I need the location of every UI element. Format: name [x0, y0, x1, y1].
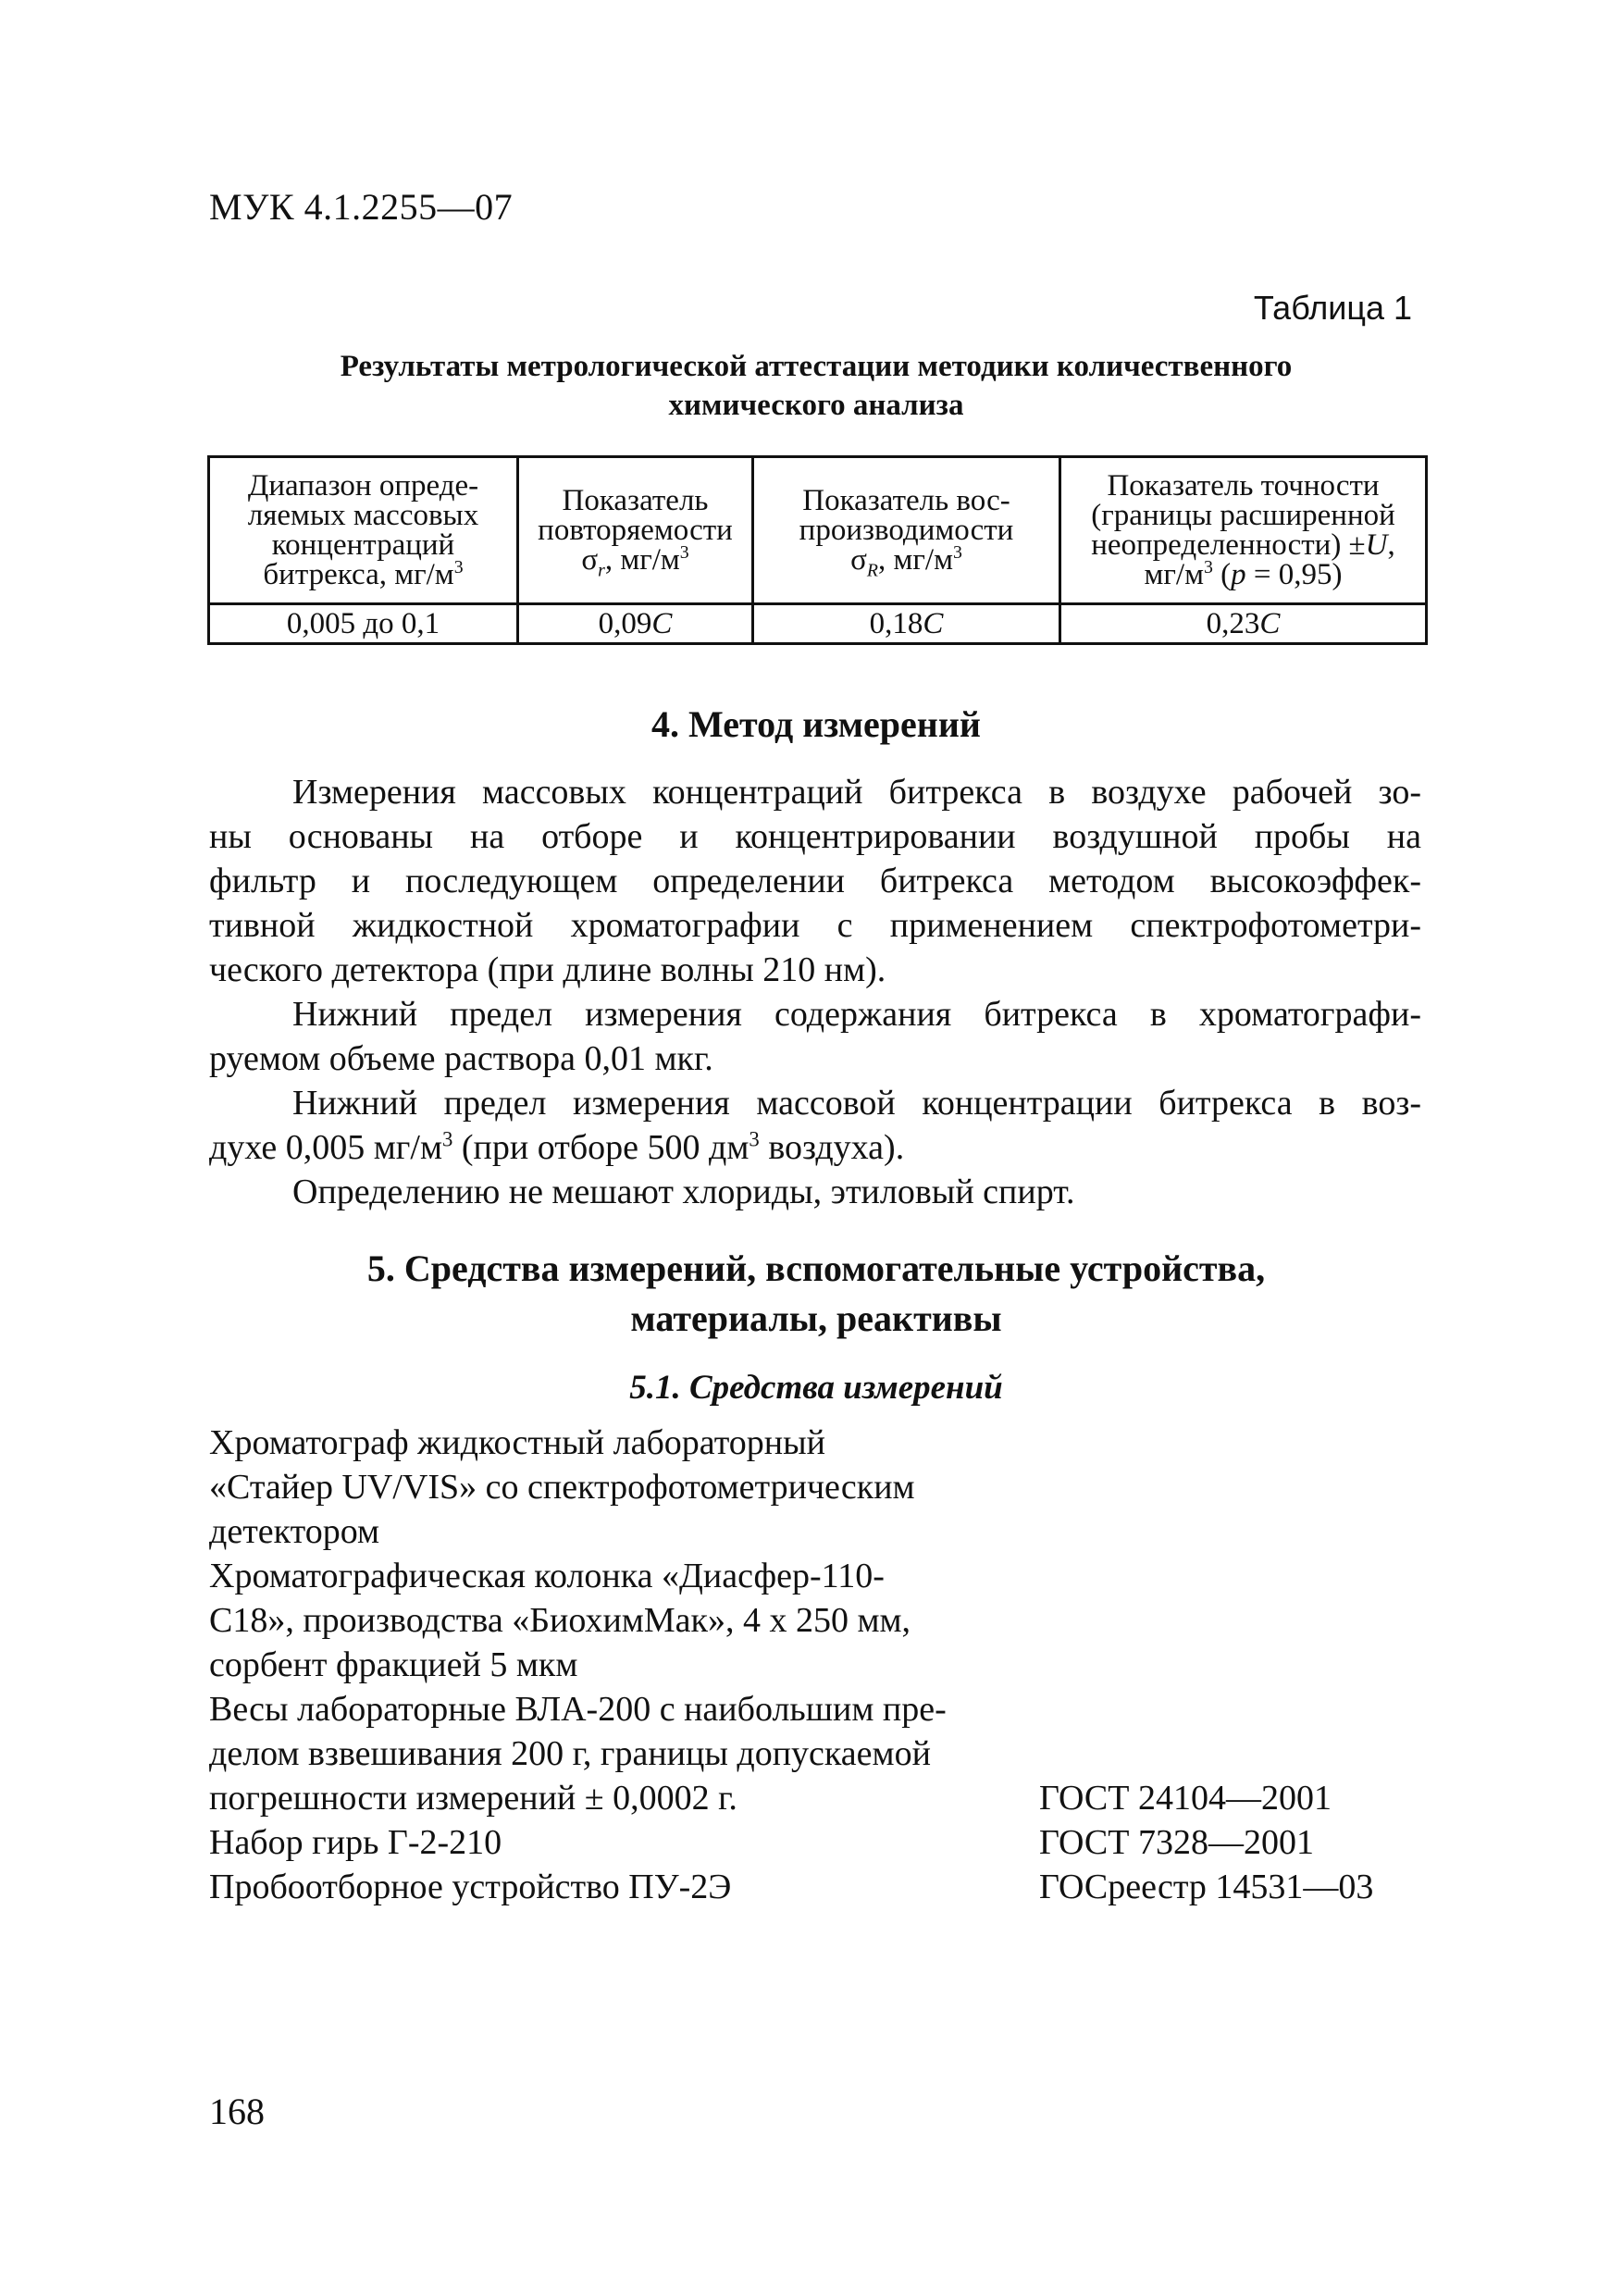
document-code: МУК 4.1.2255—07	[209, 186, 514, 228]
cell-accuracy: 0,23C	[1060, 604, 1427, 644]
cell-repeatability: 0,09C	[518, 604, 753, 644]
section-heading-4: 4. Метод измерений	[651, 703, 981, 745]
section-heading-5: 5. Средства измерений, вспомогательные устройства, материалы, реактивы	[366, 1247, 1266, 1339]
standard-reference: ГОСТ 7328—2001	[1039, 1823, 1314, 1862]
header-cell-range: Диапазон опреде- ляемых массовых концентраций битрекса, $мг/м^3$	[209, 457, 518, 604]
cell-range: 0,005 до 0,1	[209, 604, 518, 644]
header-cell-repeatability: Показатель повторяемости $\sigma_r$, $мг/м^3$	[518, 457, 753, 604]
list-item: Весы лабораторные ВЛА-200 с наибольшим пре- делом взвешивания 200 г, границы допускаемой погрешности измерений ± 0,0002 г. ГОСТ 24104—2001	[209, 1687, 1431, 1820]
paragraph-method: Измерения массовых концентраций битрекса в воздухе рабочей зо- ны основаны на отборе и концентрировании воздушной пробы на фильтр и последующем определении битрекса методом высокоэффек- тивной жидкостной хроматографии с применением спектрофотометри- ческого детектора (при длине волны 210 нм). Нижний предел измерения содержания битрекса в хроматографи- руемом объеме раствора 0,01 мкг. Нижний предел измерения массовой концентрации битрекса в воз- духе 0,005 $мг/м^3$ (при отборе 500 $дм^3$ воздуха). Определению не мешают хлориды, этиловый спирт.	[209, 773, 1421, 1211]
table-title-line: Результаты метрологической аттестации методики количественного	[340, 350, 1293, 383]
table-title-line: химического анализа	[668, 389, 964, 422]
equipment-list	[209, 1421, 1431, 1909]
standard-reference: ГОСреестр 14531—03	[1039, 1868, 1374, 1906]
table-title	[209, 347, 1423, 425]
table-label: Таблица 1	[1253, 289, 1412, 327]
list-item: Хроматограф жидкостный лабораторный «Стайер UV/VIS» со спектрофотометрическим детектором	[209, 1423, 915, 1551]
list-item: Набор гирь Г-2-210 ГОСТ 7328—2001	[209, 1820, 1431, 1865]
standard-reference: ГОСТ 24104—2001	[1039, 1779, 1332, 1818]
paragraph-lower-limit-line: духе 0,005 $мг/м^3$ (при отборе 500 $дм^3$ воздуха).	[209, 1127, 905, 1167]
list-item: Пробоотборное устройство ПУ-2Э ГОСреестр 14531—03	[209, 1865, 1431, 1909]
table-header-row	[209, 457, 1427, 604]
page-number: 168	[209, 2091, 265, 2132]
cell-reproducibility: 0,18C	[753, 604, 1060, 644]
header-cell-reproducibility: Показатель вос- производимости $\sigma_R$, $мг/м^3$	[753, 457, 1060, 604]
table-row	[209, 604, 1427, 644]
header-cell-accuracy: Показатель точности (границы расширенной неопределенности) ±U, $мг/м^3$ (p = 0,95)	[1060, 457, 1427, 604]
list-item: Хроматографическая колонка «Диасфер-110- С18», производства «БиохимМак», 4 х 250 мм, сорбент фракцией 5 мкм	[209, 1557, 911, 1684]
results-table	[207, 455, 1428, 645]
subsection-heading: 5.1. Средства измерений	[629, 1369, 1003, 1407]
